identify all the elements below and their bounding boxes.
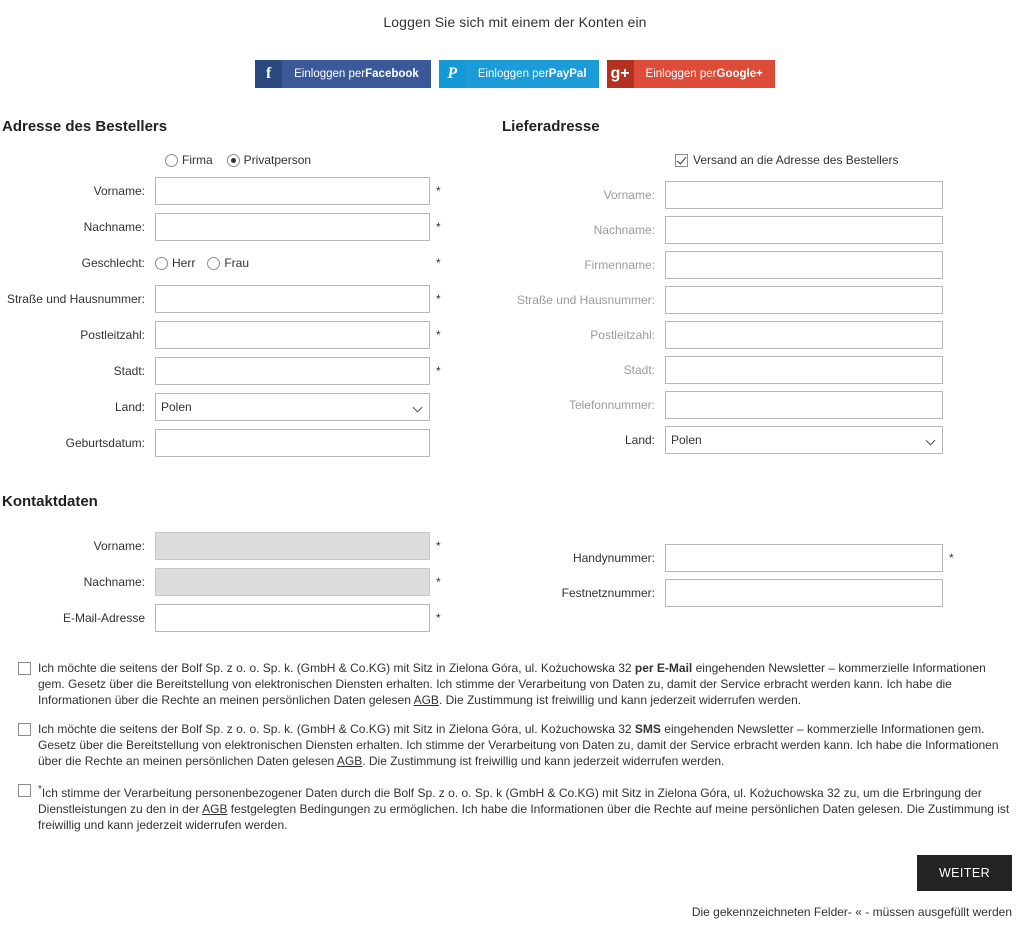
shipping-city-row <box>500 356 1030 384</box>
shipping-firstname-control <box>665 181 943 209</box>
facebook-brand: Facebook <box>365 68 419 80</box>
consent-sms-text-2: eingehenden Newsletter – kommerzielle Informationen gem. Gesetz über die Bereitstellung von elektronischen Diensten erhalten. Ich stimme der Verarbeitung von Daten zu, damit der Service erbracht werden kann. Ich habe die Informationen über die Rechte an meinen persönlichen Daten gelesen <box>38 722 999 768</box>
shipping-street-label: Straße und Hausnummer: <box>516 292 655 307</box>
shipping-zip-row <box>500 321 1030 349</box>
social-login-buttons <box>0 60 1030 88</box>
billing-lastname-input[interactable] <box>155 213 430 241</box>
shipping-company-label: Firmenname: <box>584 258 655 272</box>
billing-gender-row <box>0 249 500 277</box>
billing-street-label: Straße und Hausnummer: <box>6 291 145 306</box>
gender-female-label: Frau <box>224 256 250 270</box>
consent-processing-required-marker: * <box>38 784 42 795</box>
shipping-country-control <box>665 426 943 454</box>
consent-processing-text <box>38 782 1013 833</box>
google-plus-brand: Google+ <box>716 68 763 80</box>
contact-mobile-label: Handynummer: <box>572 551 655 565</box>
contact-landline-label: Festnetznummer: <box>561 586 655 600</box>
contact-landline-control <box>665 579 943 607</box>
billing-country-control <box>155 393 430 421</box>
billing-lastname-required: * <box>436 220 441 234</box>
billing-country-select[interactable] <box>155 393 430 421</box>
radio-female-icon[interactable] <box>207 257 220 270</box>
customer-type-radio-group[interactable] <box>165 153 500 167</box>
billing-firstname-input[interactable] <box>155 177 430 205</box>
contact-mobile-input[interactable] <box>665 544 943 572</box>
contact-lastname-control <box>155 568 430 596</box>
same-address-checkbox-row[interactable] <box>675 153 1030 167</box>
billing-birthdate-label: Geburtsdatum: <box>65 436 145 450</box>
facebook-login-prefix: Einloggen per <box>294 68 366 80</box>
consent-processing-text-1: Ich stimme der Verarbeitung personenbezogener Daten durch die Bolf Sp. z o. o. Sp. k (GmbH & Co.KG) mit Sitz in Zielona Góra, ul. Kożuchowska 32 zu, um die Erbringung der Dienstleistungen zu den in der <box>38 786 982 816</box>
billing-firstname-row <box>0 177 500 205</box>
billing-gender-label: Geschlecht: <box>81 256 145 270</box>
consent-email-terms-link[interactable]: AGB <box>413 693 439 707</box>
billing-country-row <box>0 393 500 421</box>
consent-sms-text-1: Ich möchte die seitens der Bolf Sp. z o. o. Sp. k. (GmbH & Co.KG) mit Sitz in Zielona Góra, ul. Kożuchowska 32 <box>38 722 635 736</box>
consent-processing-checkbox[interactable] <box>18 784 31 797</box>
consent-sms-checkbox[interactable] <box>18 723 31 736</box>
consent-sms-text-3: . Die Zustimmung ist freiwillig und kann jederzeit widerrufen werden. <box>362 754 725 768</box>
google-plus-login-label <box>634 60 775 88</box>
consent-processing-text-3: festgelegten Bedingungen zu ermöglichen. Ich habe die Informationen über die Rechte auf meine persönlichen Daten gelesen. Die Zustimmung ist freiwillig und kann jederzeit widerrufen werden. <box>38 802 1010 832</box>
shipping-lastname-row <box>500 216 1030 244</box>
billing-birthdate-row <box>0 429 500 457</box>
shipping-phone-row <box>500 391 1030 419</box>
facebook-icon: f <box>255 60 282 88</box>
shipping-firstname-input[interactable] <box>665 181 943 209</box>
contact-firstname-input[interactable] <box>155 532 430 560</box>
contact-firstname-required: * <box>436 539 441 553</box>
radio-male-icon[interactable] <box>155 257 168 270</box>
shipping-firstname-row <box>500 181 1030 209</box>
consent-sms-terms-link[interactable]: AGB <box>336 754 363 768</box>
consent-email-bold: per E-Mail <box>634 661 693 675</box>
contact-lastname-row <box>0 568 500 596</box>
shipping-company-input[interactable] <box>665 251 943 279</box>
contact-firstname-label: Vorname: <box>93 539 145 553</box>
consent-sms-bold: SMS <box>634 722 661 736</box>
contact-email-required: * <box>436 611 441 625</box>
paypal-login-label <box>466 60 599 88</box>
shipping-lastname-input[interactable] <box>665 216 943 244</box>
contact-lastname-input[interactable] <box>155 568 430 596</box>
shipping-lastname-label: Nachname: <box>593 223 655 237</box>
consents-section <box>18 660 1013 846</box>
billing-zip-control <box>155 321 430 349</box>
billing-section-title: Adresse des Bestellers <box>2 118 168 135</box>
shipping-country-select[interactable] <box>665 426 943 454</box>
billing-lastname-control <box>155 213 430 241</box>
billing-street-control <box>155 285 430 313</box>
billing-city-control <box>155 357 430 385</box>
shipping-street-input[interactable] <box>665 286 943 314</box>
form-footer <box>692 855 1012 919</box>
shipping-lastname-control <box>665 216 943 244</box>
paypal-icon: P <box>439 60 466 88</box>
consent-processing-terms-link[interactable]: AGB <box>202 802 228 816</box>
contact-firstname-control <box>155 532 430 560</box>
billing-gender-group[interactable] <box>155 256 430 270</box>
billing-lastname-row <box>0 213 500 241</box>
billing-address-section <box>0 118 500 640</box>
paypal-login-button[interactable] <box>439 60 599 88</box>
google-plus-login-button[interactable] <box>607 60 775 88</box>
billing-street-required: * <box>436 292 441 306</box>
shipping-firstname-label: Vorname: <box>603 188 655 202</box>
contact-lastname-required: * <box>436 575 441 589</box>
shipping-country-label: Land: <box>624 433 655 447</box>
shipping-street-row <box>500 286 1030 314</box>
social-login-title: Loggen Sie sich mit einem der Konten ein <box>383 14 647 30</box>
billing-birthdate-input[interactable] <box>155 429 430 457</box>
consent-email-text-2: eingehenden Newsletter – kommerzielle Informationen gem. Gesetz über die Bereitstellung von elektronischen Diensten erhalten. Ich stimme der Verarbeitung von Daten zu, damit der Service erbracht werden kann. Ich habe die Informationen über die Rechte an meinen persönlichen Daten gelesen <box>38 661 986 707</box>
shipping-city-label: Stadt: <box>623 363 655 377</box>
shipping-phone-input[interactable] <box>665 391 943 419</box>
shipping-phone-label: Telefonnummer: <box>568 398 655 412</box>
shipping-address-section <box>500 118 1030 614</box>
consent-email-checkbox[interactable] <box>18 662 31 675</box>
shipping-city-input[interactable] <box>665 356 943 384</box>
gender-male-option[interactable] <box>155 256 195 270</box>
billing-zip-input[interactable] <box>155 321 430 349</box>
gender-male-label: Herr <box>172 256 196 270</box>
shipping-city-control <box>665 356 943 384</box>
billing-country-label: Land: <box>114 400 145 414</box>
same-address-checkbox[interactable] <box>675 154 688 167</box>
contact-mobile-row <box>500 544 1030 572</box>
billing-zip-label: Postleitzahl: <box>80 328 145 342</box>
billing-lastname-label: Nachname: <box>83 220 145 234</box>
contact-section-title: Kontaktdaten <box>2 493 98 510</box>
facebook-login-label <box>282 60 431 88</box>
paypal-login-prefix: Einloggen per <box>477 68 549 80</box>
billing-zip-row <box>0 321 500 349</box>
radio-private-icon[interactable] <box>227 154 240 167</box>
billing-city-label: Stadt: <box>113 364 145 378</box>
required-fields-note: Die gekennzeichneten Felder- « - müssen ausgefüllt werden <box>691 905 1012 919</box>
contact-mobile-required: * <box>949 551 954 565</box>
billing-city-row <box>0 357 500 385</box>
consent-email-row[interactable] <box>18 660 1013 708</box>
contact-email-row <box>0 604 500 632</box>
consent-email-text-3: . Die Zustimmung ist freiwillig und kann jederzeit widerrufen werden. <box>438 693 802 707</box>
contact-landline-row <box>500 579 1030 607</box>
billing-firstname-control <box>155 177 430 205</box>
consent-email-text-1: Ich möchte die seitens der Bolf Sp. z o. o. Sp. k. (GmbH & Co.KG) mit Sitz in Zielona Góra, ul. Kożuchowska 32 <box>38 661 635 675</box>
billing-zip-required: * <box>436 328 441 342</box>
radio-company-icon[interactable] <box>165 154 178 167</box>
shipping-phone-control <box>665 391 943 419</box>
billing-firstname-required: * <box>436 184 441 198</box>
consent-sms-row[interactable] <box>18 721 1013 769</box>
customer-type-private-label: Privatperson <box>243 153 312 167</box>
customer-type-company-label: Firma <box>182 153 213 167</box>
contact-mobile-control <box>665 544 943 572</box>
google-plus-icon: g+ <box>607 60 634 88</box>
contact-firstname-row <box>0 532 500 560</box>
customer-type-company[interactable] <box>165 153 213 167</box>
shipping-zip-label: Postleitzahl: <box>590 328 655 342</box>
google-plus-login-prefix: Einloggen per <box>645 68 717 80</box>
shipping-zip-control <box>665 321 943 349</box>
billing-city-required: * <box>436 364 441 378</box>
next-button[interactable]: WEITER <box>917 855 1012 891</box>
contact-landline-input[interactable] <box>665 579 943 607</box>
consent-processing-row[interactable] <box>18 782 1013 833</box>
shipping-street-control <box>665 286 943 314</box>
consent-sms-text <box>38 721 1013 769</box>
customer-type-private[interactable] <box>227 153 311 167</box>
shipping-company-row <box>500 251 1030 279</box>
billing-street-row <box>0 285 500 313</box>
shipping-section-title: Lieferadresse <box>502 118 600 135</box>
shipping-country-row <box>500 426 1030 454</box>
shipping-zip-input[interactable] <box>665 321 943 349</box>
billing-gender-required: * <box>436 256 441 270</box>
contact-lastname-label: Nachname: <box>83 575 145 589</box>
billing-birthdate-control <box>155 429 430 457</box>
contact-email-input[interactable] <box>155 604 430 632</box>
contact-email-control <box>155 604 430 632</box>
paypal-brand: PayPal <box>548 68 587 80</box>
same-address-label: Versand an die Adresse des Bestellers <box>693 153 899 167</box>
billing-city-input[interactable] <box>155 357 430 385</box>
shipping-company-control <box>665 251 943 279</box>
facebook-login-button[interactable] <box>255 60 431 88</box>
billing-street-input[interactable] <box>155 285 430 313</box>
consent-email-text <box>38 660 1013 708</box>
gender-female-option[interactable] <box>207 256 249 270</box>
billing-firstname-label: Vorname: <box>93 184 145 198</box>
contact-email-label: E-Mail-Adresse <box>62 611 145 625</box>
